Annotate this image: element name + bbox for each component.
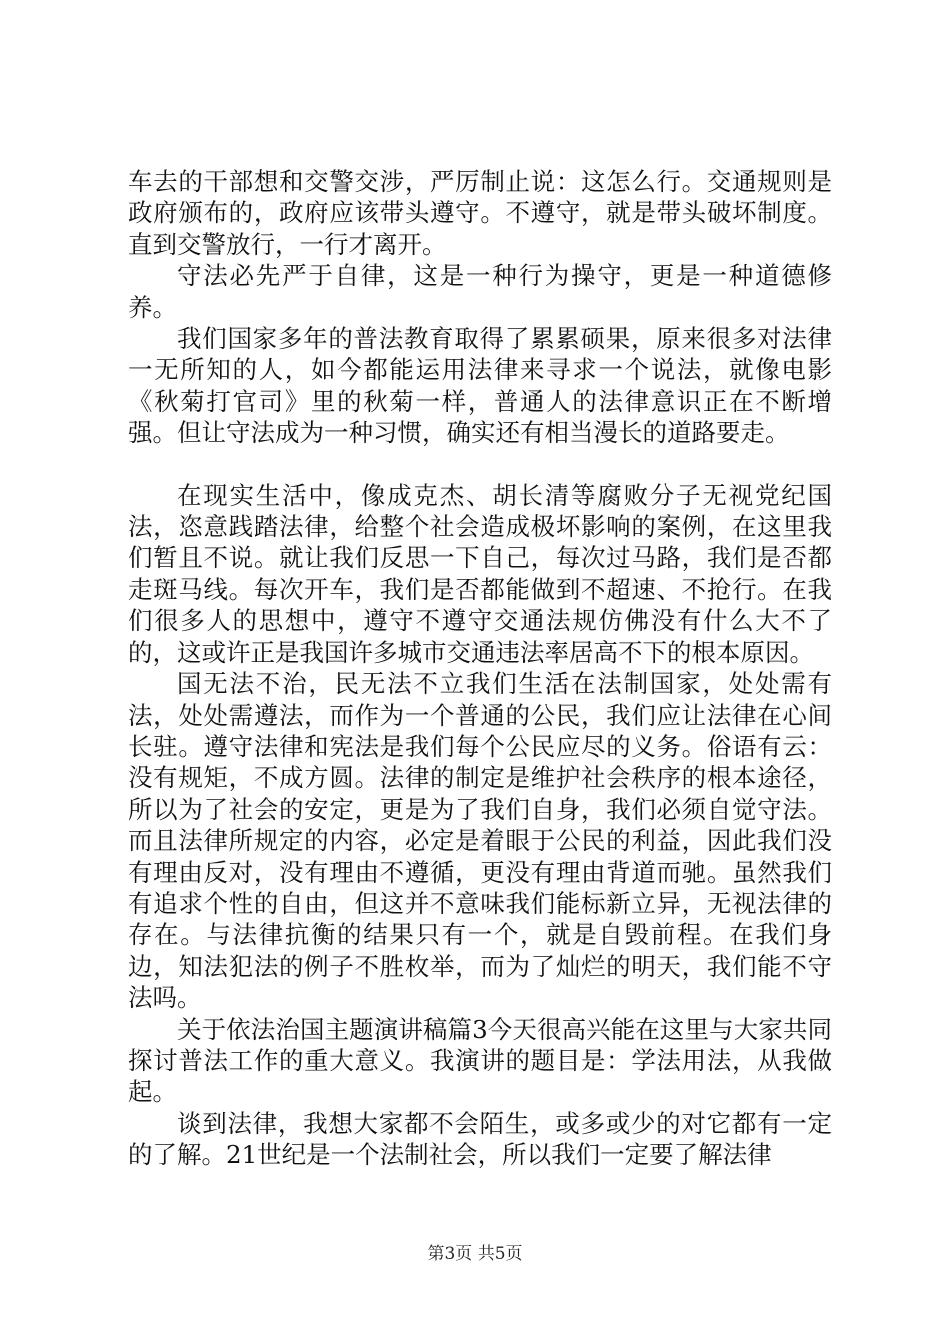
page-number-footer: 第3页 共5页 [427, 1244, 523, 1264]
document-body [128, 166, 832, 1171]
paragraph-3: 我们国家多年的普法教育取得了累累硕果，原来很多对法律一无所知的人，如今都能运用法律来寻求一个说法，就像电影《秋菊打官司》里的秋菊一样，普通人的法律意识正在不断增强。但让守法成为一种习惯，确实还有相当漫长的道路要走。 [128, 324, 832, 448]
paragraph-7: 谈到法律，我想大家都不会陌生，或多或少的对它都有一定的了解。21世纪是一个法制社会，所以我们一定要了解法律 [128, 1108, 832, 1170]
paragraph-2: 守法必先严于自律，这是一种行为操守，更是一种道德修养。 [128, 261, 832, 322]
paragraph-1: 车去的干部想和交警交涉，严厉制止说：这怎么行。交通规则是政府颁布的，政府应该带头遵守。不遵守，就是带头破坏制度。直到交警放行，一行才离开。 [128, 167, 832, 259]
paragraph-6: 关于依法治国主题演讲稿篇3今天很高兴能在这里与大家共同探讨普法工作的重大意义。我演讲的题目是：学法用法，从我做起。 [128, 1014, 832, 1107]
paragraph-4: 在现实生活中，像成克杰、胡长清等腐败分子无视党纪国法，恣意践踏法律，给整个社会造成极坏影响的案例，在这里我们暂且不说。就让我们反思一下自己，每次过马路，我们是否都走斑马线。每次开车，我们是否都能做到不超速、不抢行。在我们很多人的思想中，遵守不遵守交通法规仿佛没有什么大不了的，这或许正是我国许多城市交通违法率居高不下的根本原因。 [128, 480, 832, 667]
paragraph-5: 国无法不治，民无法不立我们生活在法制国家，处处需有法，处处需遵法，而作为一个普通的公民，我们应让法律在心间长驻。遵守法律和宪法是我们每个公民应尽的义务。俗语有云：没有规矩，不成方圆。法律的制定是维护社会秩序的根本途径，所以为了社会的安定，更是为了我们自身，我们必须自觉守法。而且法律所规定的内容，必定是着眼于公民的利益，因此我们没有理由反对，没有理由不遵循，更没有理由背道而驰。虽然我们有追求个性的自由，但这并不意味我们能标新立异，无视法律的存在。与法律抗衡的结果只有一个，就是自毁前程。在我们身边，知法犯法的例子不胜枚举，而为了灿烂的明天，我们能不守法吗。 [128, 669, 832, 1013]
